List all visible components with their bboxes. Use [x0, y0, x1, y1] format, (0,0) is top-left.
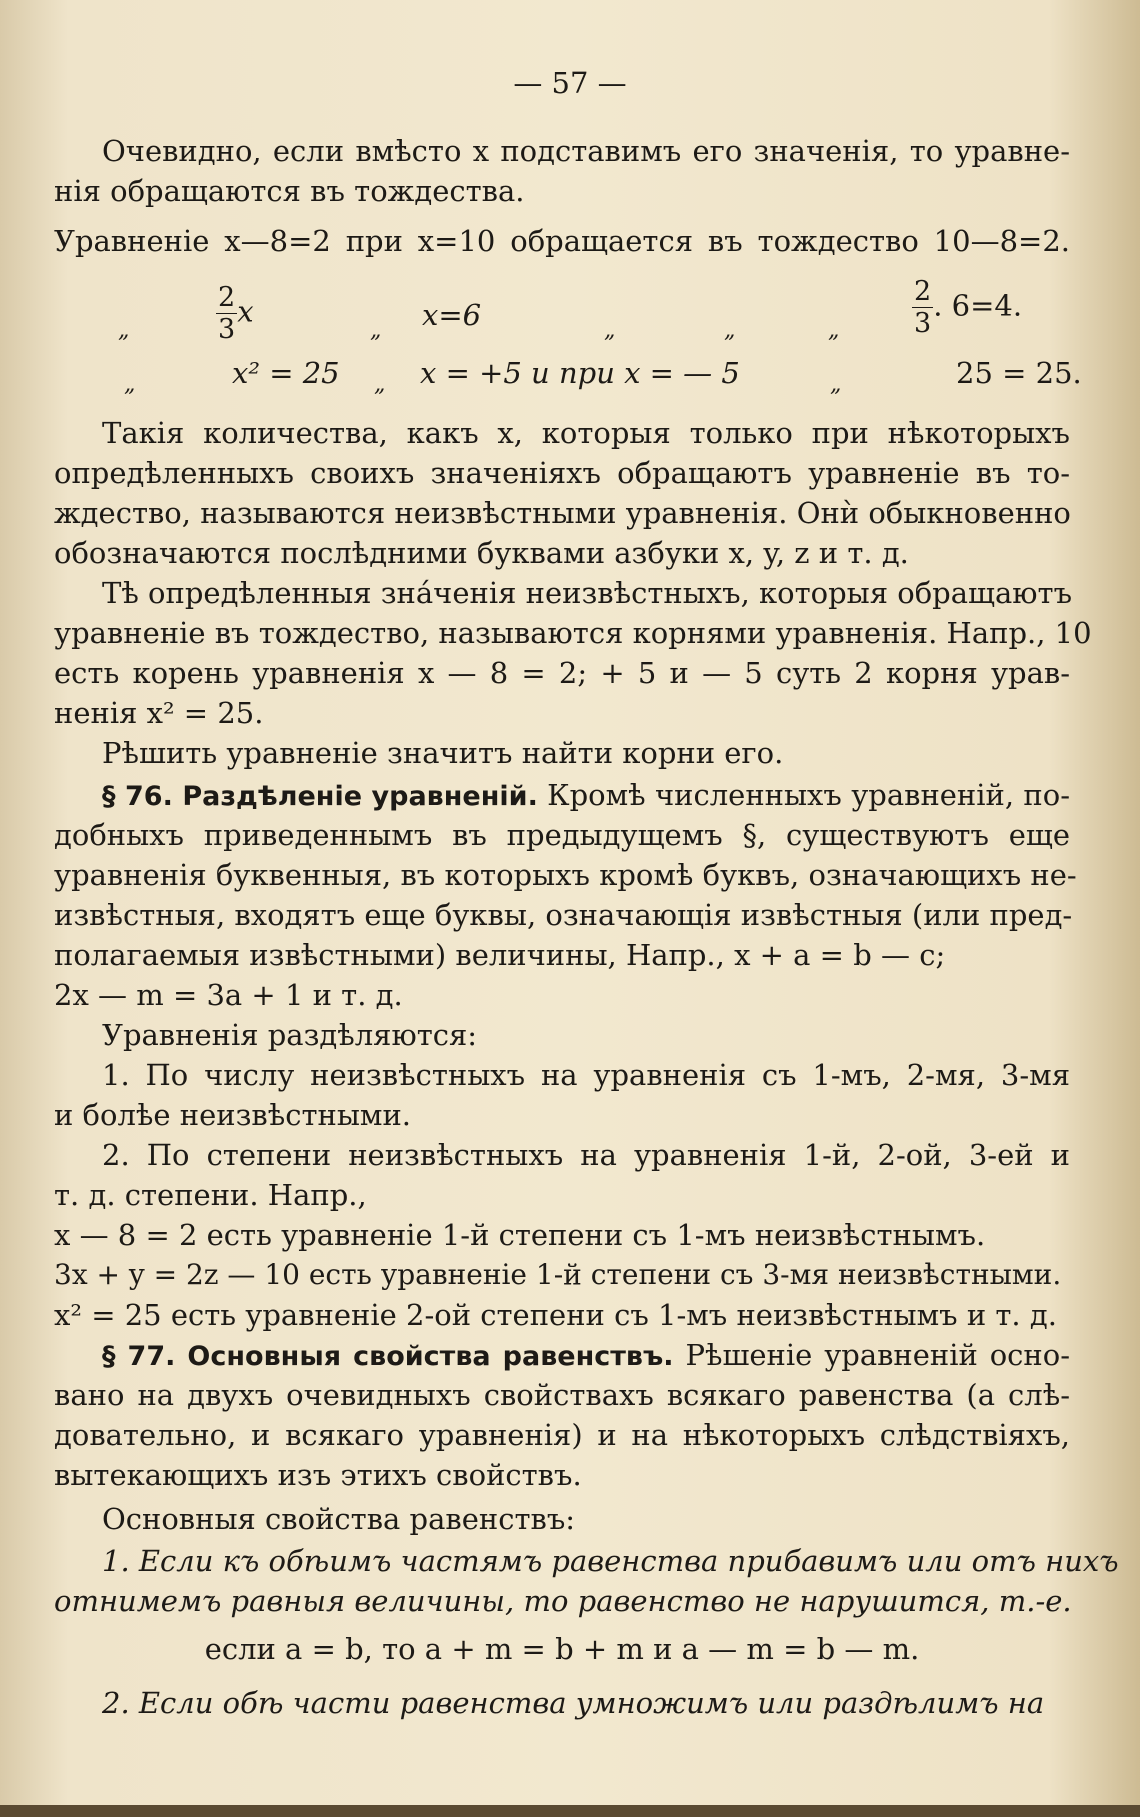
denominator: 3 — [914, 308, 932, 339]
division-item2-line1: 2. По степени неизвѣстныхъ на уравненія 1-й, 2-ой, 3-ей и — [102, 1138, 1070, 1172]
section-77-heading: § 77. Основныя свойства равенствъ. — [102, 1341, 674, 1372]
ditto-mark: „ — [370, 318, 382, 343]
check-25: 25 = 25. — [956, 356, 1082, 390]
para2-line4: обозначаются послѣдними буквами азбуки x, y, z и т. д. — [54, 536, 909, 570]
ditto-mark: „ — [724, 318, 736, 343]
fraction — [216, 284, 237, 343]
page-number: — 57 — — [513, 66, 627, 100]
ditto-mark: „ — [124, 372, 136, 397]
section-76-heading: § 76. Раздѣленіе уравненій. — [102, 781, 538, 812]
division-item1-line2: и болѣе неизвѣстными. — [54, 1098, 412, 1132]
section-77-line2: вано на двухъ очевидныхъ свойствахъ всякаго равенства (а слѣ- — [54, 1378, 1070, 1412]
property1-formula: если a = b, то a + m = b + m и a — m = b — m. — [204, 1632, 920, 1666]
section-77-line4: вытекающихъ изъ этихъ свойствъ. — [54, 1458, 582, 1492]
ditto-mark: „ — [828, 318, 840, 343]
fraction — [912, 278, 933, 337]
fraction-2-3-x — [216, 284, 254, 343]
para2-line3: ждество, называются неизвѣстными уравненія. Онѝ обыкновенно — [54, 496, 1071, 530]
root-x-6: x=6 — [422, 298, 482, 332]
equation-x2-25: x² = 25 — [232, 356, 340, 390]
ditto-mark: „ — [604, 318, 616, 343]
example-degree-1-three: 3x + y = 2z — 10 есть уравненіе 1-й степени съ 3-мя неизвѣстными. — [54, 1258, 1062, 1291]
ditto-mark: „ — [374, 372, 386, 397]
properties-title: Основныя свойства равенствъ: — [102, 1502, 576, 1536]
section-76-line6: 2x — m = 3a + 1 и т. д. — [54, 978, 403, 1012]
section-77-line3: довательно, и всякаго уравненія) и на нѣкоторыхъ слѣдствіяхъ, — [54, 1418, 1070, 1452]
division-item2-line2: т. д. степени. Напр., — [54, 1178, 367, 1212]
property1-line2: отнимемъ равныя величины, то равенство не нарушится, т.-е. — [54, 1584, 1072, 1618]
roots-plus-minus-5: x = +5 и при x = — 5 — [420, 356, 740, 390]
denominator: 3 — [218, 314, 236, 345]
para2-line1: Такія количества, какъ x, которыя только при нѣкоторыхъ — [102, 416, 1070, 450]
numerator: 2 — [914, 276, 932, 307]
equation-example-1: Уравненіе x—8=2 при x=10 обращается въ тождество 10—8=2. — [54, 224, 1070, 258]
para2-line2: опредѣленныхъ своихъ значеніяхъ обращаютъ уравненіе въ то- — [54, 456, 1070, 490]
example-degree-2: x² = 25 есть уравненіе 2-ой степени съ 1-мъ неизвѣстнымъ и т. д. — [54, 1298, 1057, 1332]
page-edge — [0, 1805, 1140, 1817]
section-77-line1 — [54, 1338, 1070, 1372]
section-76-line4: извѣстныя, входятъ еще буквы, означающія извѣстныя (или пред- — [54, 898, 1073, 932]
numerator: 2 — [218, 282, 236, 313]
section-76-text: Кромѣ численныхъ уравненій, по- — [547, 778, 1070, 812]
para3-line2: уравненіе въ тождество, называются корнями уравненія. Напр., 10 — [54, 616, 1092, 650]
para3-line1: Тѣ опредѣленныя знáченія неизвѣстныхъ, которыя обращаютъ — [102, 576, 1073, 610]
section-77-text: Рѣшеніе уравненій осно- — [685, 1338, 1071, 1372]
section-76-line2: добныхъ приведеннымъ въ предыдущемъ §, существуютъ еще — [54, 818, 1070, 852]
section-76-line1 — [54, 778, 1070, 812]
para1-line2: нія обращаются въ тождества. — [54, 174, 525, 208]
ditto-mark: „ — [830, 372, 842, 397]
ditto-mark: „ — [118, 318, 130, 343]
para1-line1: Очевидно, если вмѣсто x подставимъ его значенія, то уравне- — [102, 134, 1070, 168]
check-result: . 6=4. — [933, 288, 1023, 323]
division-intro: Уравненія раздѣляются: — [102, 1018, 478, 1052]
section-76-line5: полагаемыя извѣстными) величины, Напр., x + a = b — c; — [54, 938, 946, 972]
para4: Рѣшить уравненіе значитъ найти корни его. — [102, 736, 784, 770]
property1-line1: 1. Если къ обѣимъ частямъ равенства прибавимъ или отъ нихъ — [102, 1544, 1119, 1578]
para3-line3: есть корень уравненія x — 8 = 2; + 5 и — 5 суть 2 корня урав- — [54, 656, 1070, 690]
variable-x: x — [237, 294, 254, 329]
para3-line4: ненія x² = 25. — [54, 696, 264, 730]
section-76-line3: уравненія буквенныя, въ которыхъ кромѣ буквъ, означающихъ не- — [54, 858, 1077, 892]
check-fraction — [912, 278, 1022, 337]
example-degree-1-one: x — 8 = 2 есть уравненіе 1-й степени съ 1-мъ неизвѣстнымъ. — [54, 1218, 986, 1252]
division-item1-line1: 1. По числу неизвѣстныхъ на уравненія съ 1-мъ, 2-мя, 3-мя — [102, 1058, 1070, 1092]
property2-line1: 2. Если обѣ части равенства умножимъ или раздѣлимъ на — [102, 1686, 1045, 1720]
